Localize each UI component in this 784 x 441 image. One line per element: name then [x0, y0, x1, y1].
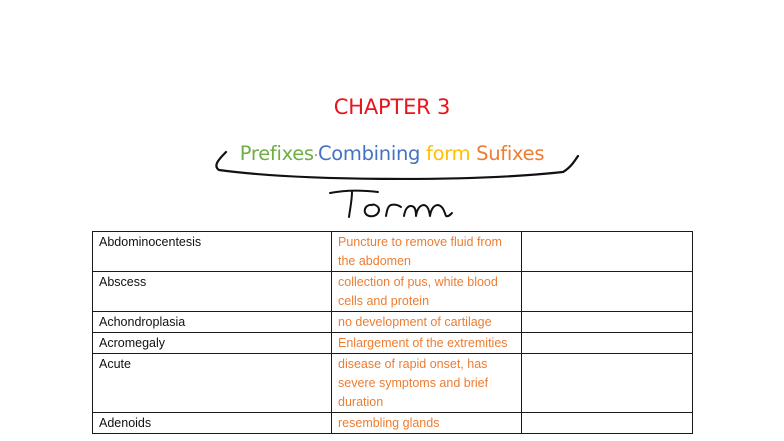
table-row [93, 312, 693, 333]
notes-cell [522, 354, 693, 413]
term-cell: Acromegaly [93, 333, 332, 354]
subtitle [0, 142, 784, 165]
term-cell: Acute [93, 354, 332, 413]
notes-cell [522, 413, 693, 434]
subtitle-combining: Combining [317, 142, 421, 165]
terms-table [92, 231, 693, 434]
notes-cell [522, 333, 693, 354]
term-cell: Adenoids [93, 413, 332, 434]
term-cell: Achondroplasia [93, 312, 332, 333]
definition-cell: Enlargement of the extremities [332, 333, 522, 354]
definition-cell: Puncture to remove fluid from the abdomen [332, 232, 522, 272]
subtitle-sufixes: Sufixes [476, 142, 545, 165]
notes-cell [522, 272, 693, 312]
table-row [93, 354, 693, 413]
table-row [93, 333, 693, 354]
subtitle-form: form [426, 142, 471, 165]
definition-cell: disease of rapid onset, has severe symptoms and brief duration [332, 354, 522, 413]
handwritten-term-heading [330, 191, 452, 217]
table-row [93, 272, 693, 312]
subtitle-prefixes: Prefixes [239, 142, 314, 165]
table-row [93, 413, 693, 434]
chapter-title: CHAPTER 3 [333, 95, 451, 119]
term-cell: Abscess [93, 272, 332, 312]
subtitle-separator: · [313, 148, 318, 164]
notes-cell [522, 312, 693, 333]
table-row [93, 232, 693, 272]
notes-cell [522, 232, 693, 272]
definition-cell: resembling glands [332, 413, 522, 434]
definition-cell: no development of cartilage [332, 312, 522, 333]
term-cell: Abdominocentesis [93, 232, 332, 272]
definition-cell: collection of pus, white blood cells and protein [332, 272, 522, 312]
